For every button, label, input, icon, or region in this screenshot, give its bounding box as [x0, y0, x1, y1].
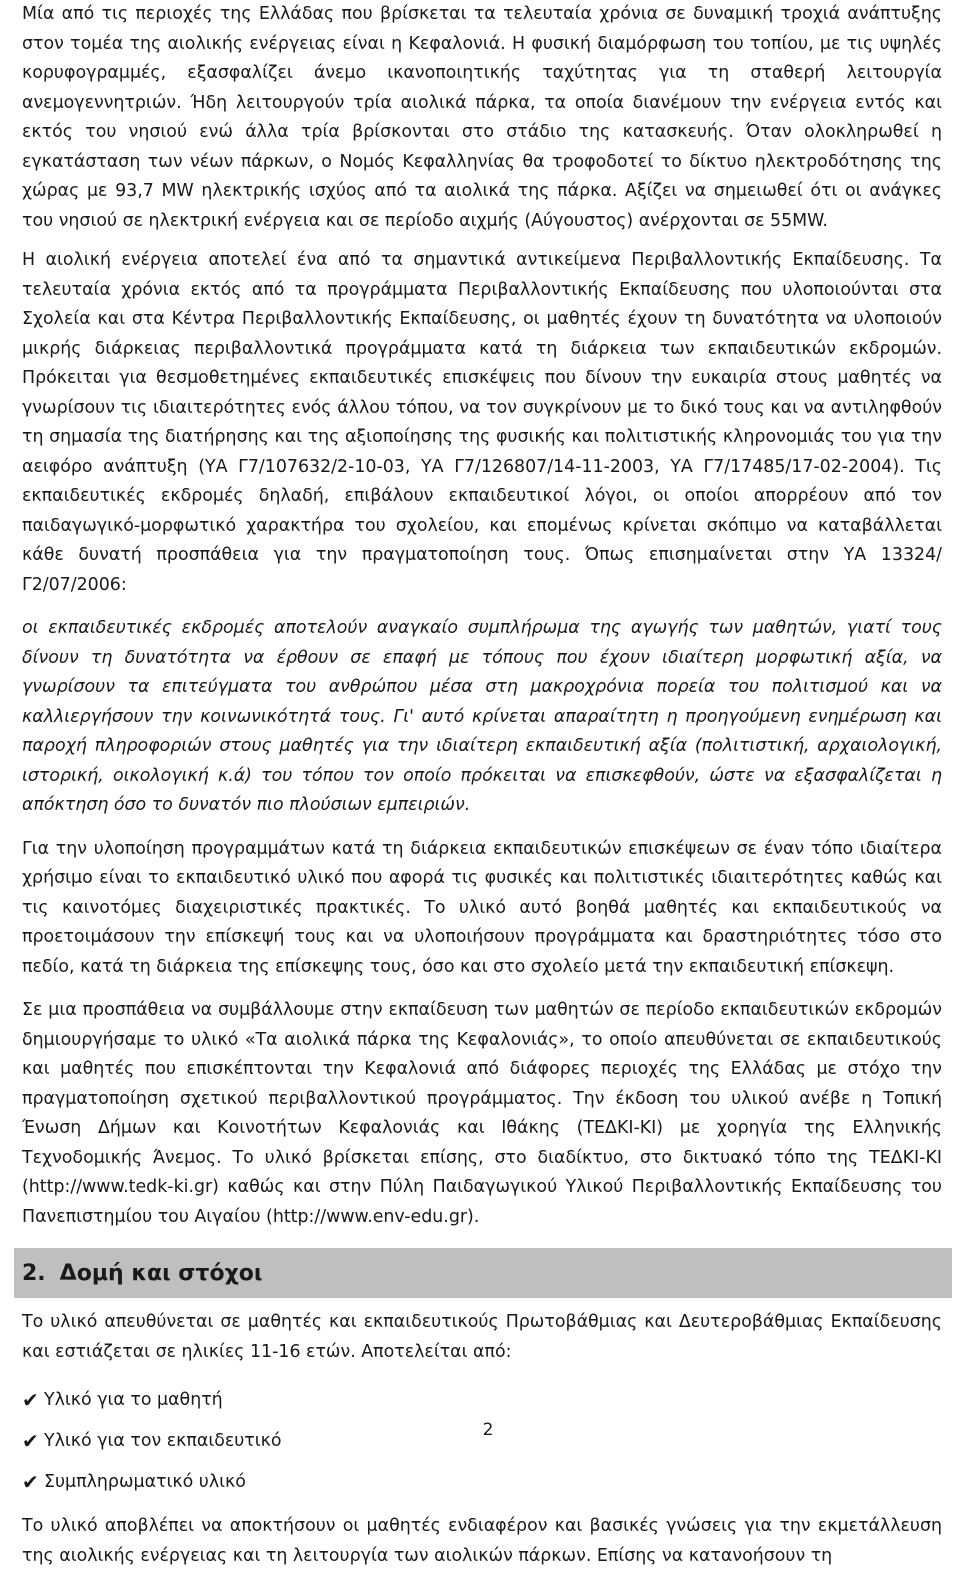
- paragraph-wind-kefalonia: Μία από τις περιοχές της Ελλάδας που βρίσκεται τα τελευταία χρόνια σε δυναμική τροχιά ανάπτυξης στον τομέα της αιολικής ενέργειας είναι η Κεφαλονιά. Η φυσική διαμόρφωση του τοπίου, με τις υψηλές κορυφογραμμές, εξασφαλίζει άνεμο ικανοποιητικής ταχύτητας για τη σταθερή λειτουργία ανεμογεννητριών. Ήδη λειτουργούν τρία αιολικά πάρκα, τα οποία διανέμουν την ενέργεια εντός και εκτός του νησιού ενώ άλλα τρία βρίσκονται στο στάδιο της κατασκευής. Όταν ολοκληρωθεί η εγκατάσταση των νέων πάρκων, ο Νομός Κεφαλληνίας θα τροφοδοτεί το δίκτυο ηλεκτροδότησης της χώρας με 93,7 MW ηλεκτρικής ισχύος από τα αιολικά της πάρκα. Αξίζει να σημειωθεί ότι οι ανάγκες του νησιού σε ηλεκτρική ενέργεια και σε περίοδο αιχμής (Αύγουστος) ανέρχονται σε 55MW.: [22, 4, 942, 231]
- paragraph-environmental-education: Η αιολική ενέργεια αποτελεί ένα από τα σημαντικά αντικείμενα Περιβαλλοντικής Εκπαίδευσης. Τα τελευταία χρόνια εκτός από τα προγράμματα Περιβαλλοντικής Εκπαίδευσης που υλοποιούνται στα Σχολεία και στα Κέντρα Περιβαλλοντικής Εκπαίδευσης, οι μαθητές έχουν τη δυνατότητα να υλοποιούν μικρής διάρκειας περιβαλλοντικά προγράμματα κατά τη διάρκεια των εκπαιδευτικών εκδρομών. Πρόκειται για θεσμοθετημένες εκπαιδευτικές επισκέψεις που δίνουν την ευκαιρία στους μαθητές να γνωρίσουν τις ιδιαιτερότητες ενός άλλου τόπου, να τον συγκρίνουν με το δικό τους και να αντιληφθούν τη σημασία της διατήρησης και της αξιοποίησης της φυσικής και πολιτιστικής κληρονομιάς του για την αειφόρο ανάπτυξη (ΥΑ Γ7/107632/2-10-03, ΥΑ Γ7/126807/14-11-2003, ΥΑ Γ7/17485/17-02-2004). Τις εκπαιδευτικές εκδρομές δηλαδή, επιβάλουν εκπαιδευτικοί λόγοι, οι οποίοι απορρέουν από τον παιδαγωγικό-μορφωτικό χαρακτήρα του σχολείου, και επομένως κρίνεται σκόπιμο να καταβάλλεται κάθε δυνατή προσπάθεια για την πραγματοποίηση τους. Όπως επισημαίνεται στην ΥΑ 13324/Γ2/07/2006:: [22, 250, 942, 595]
- section-number: 2.: [22, 1260, 46, 1286]
- list-item-label: Υλικό για το μαθητή: [44, 1390, 223, 1410]
- section-heading: [14, 1248, 952, 1298]
- list-item: [22, 1389, 942, 1411]
- page-number: 2: [482, 1420, 494, 1440]
- check-list: [22, 1389, 942, 1493]
- paragraph-audience: Το υλικό απευθύνεται σε μαθητές και εκπαιδευτικούς Πρωτοβάθμιας και Δευτεροβάθμιας Εκπαίδευσης και εστιάζεται σε ηλικίες 11-16 ετών. Αποτελείται από:: [22, 1312, 942, 1362]
- document-page: [22, 0, 942, 1571]
- checkmark-icon: ✔: [22, 1470, 39, 1494]
- list-item: [22, 1471, 942, 1493]
- section-title: Δομή και στόχοι: [59, 1260, 263, 1286]
- list-item-label: Υλικό για τον εκπαιδευτικό: [44, 1431, 282, 1451]
- checkmark-icon: ✔: [22, 1388, 39, 1412]
- paragraph-educational-material: Για την υλοποίηση προγραμμάτων κατά τη διάρκεια εκπαιδευτικών επισκέψεων σε έναν τόπο ιδιαίτερα χρήσιμο είναι το εκπαιδευτικό υλικό που αφορά τις φυσικές και πολιτιστικές ιδιαιτερότητες καθώς και τις καινοτόμες διαχειριστικές πρακτικές. Το υλικό αυτό βοηθά μαθητές και εκπαιδευτικούς να προετοιμάσουν την επίσκεψή τους και να υλοποιήσουν προγράμματα και δραστηριότητες τόσο στο πεδίο, κατά τη διάρκεια της επίσκεψης τους, όσο και στο σχολείο μετά την εκπαιδευτική επίσκεψη.: [22, 838, 942, 977]
- quote-paragraph: οι εκπαιδευτικές εκδρομές αποτελούν αναγκαίο συμπλήρωμα της αγωγής των μαθητών, γιατί τους δίνουν τη δυνατότητα να έρθουν σε επαφή με τόπους που έχουν ιδιαίτερη μορφωτική αξία, να γνωρίσουν τα επιτεύγματα του ανθρώπου μέσα στη μακροχρόνια πορεία του πολιτισμού και να καλλιεργήσουν την κοινωνικότητά τους. Γι' αυτό κρίνεται απαραίτητη η προηγούμενη ενημέρωση και παροχή πληροφοριών στους μαθητές για την ιδιαίτερη εκπαιδευτική αξία (πολιτιστική, αρχαιολογική, ιστορική, οικολογική κ.ά) του τόπου τον οποίο πρόκειται να επισκεφθούν, ώστε να εξασφαλίζεται η απόκτηση όσο το δυνατόν πιο πλούσιων εμπειριών.: [22, 618, 942, 815]
- checkmark-icon: ✔: [22, 1429, 39, 1453]
- list-item-label: Συμπληρωματικό υλικό: [44, 1472, 246, 1492]
- paragraph-objectives: Το υλικό αποβλέπει να αποκτήσουν οι μαθητές ενδιαφέρον και βασικές γνώσεις για την εκμετάλλευση της αιολικής ενέργειας και τη λειτουργία των αιολικών πάρκων. Επίσης να κατανοήσουν τη: [22, 1516, 942, 1566]
- paragraph-material-creation: Σε μια προσπάθεια να συμβάλλουμε στην εκπαίδευση των μαθητών σε περίοδο εκπαιδευτικών εκδρομών δημιουργήσαμε το υλικό «Τα αιολικά πάρκα της Κεφαλονιάς», το οποίο απευθύνεται σε εκπαιδευτικούς και μαθητές που επισκέπτονται την Κεφαλονιά από διάφορες περιοχές της Ελλάδας με στόχο την πραγματοποίηση σχετικού περιβαλλοντικού προγράμματος. Την έκδοση του υλικού ανέβε η Τοπική Ένωση Δήμων και Κοινοτήτων Κεφαλονιάς και Ιθάκης (ΤΕΔΚΙ-ΚΙ) με χορηγία της Ελληνικής Τεχνοδομικής Άνεμος. Το υλικό βρίσκεται επίσης, στο διαδίκτυο, στο δικτυακό τόπο της ΤΕΔΚΙ-ΚΙ (http://www.tedk-ki.gr) καθώς και στην Πύλη Παιδαγωγικού Υλικού Περιβαλλοντικής Εκπαίδευσης του Πανεπιστημίου του Αιγαίου (http://www.env-edu.gr).: [22, 1000, 942, 1227]
